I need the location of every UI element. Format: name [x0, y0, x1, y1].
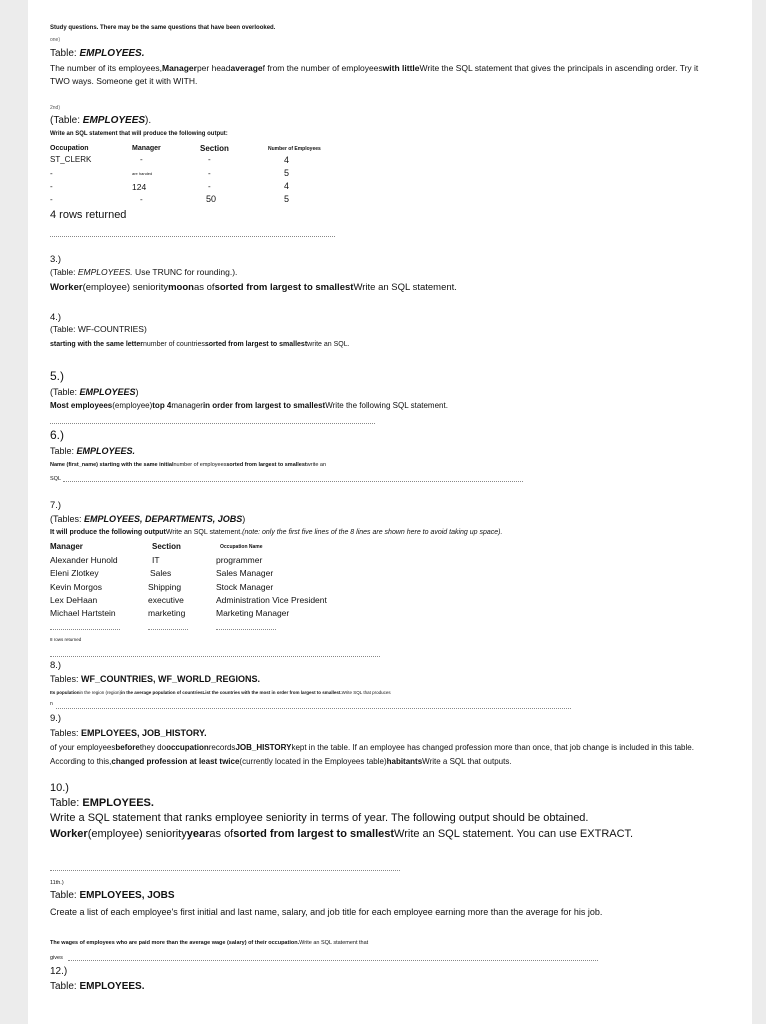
q2-cell: 50 [206, 194, 217, 204]
answer-line [63, 481, 523, 482]
q12-table-line: Table: EMPLOYEES. [50, 981, 145, 992]
q6-sql: SQL [50, 476, 62, 482]
q2-cell: - [208, 182, 211, 191]
q7-header-manager: Manager [50, 542, 83, 551]
q6-text: Name (first_name) starting with the same initialnumber of employeessorted from largest to smallestwrite an [50, 462, 327, 468]
q7-cell: IT [152, 555, 160, 565]
answer-line [50, 629, 120, 630]
q7-cell: Sales [150, 568, 172, 578]
q2-cell: ST_CLERK [50, 155, 92, 164]
q10-line2: Worker(employee) seniorityyearas ofsorted from largest to smallestWrite an SQL statement. You can use EXTRACT. [50, 828, 634, 840]
q7-cell: executive [148, 595, 184, 605]
q7-table-line: (Tables: EMPLOYEES, DEPARTMENTS, JOBS) [50, 514, 246, 524]
q7-cell: marketing [148, 608, 186, 618]
document-page [28, 0, 752, 1024]
q3-text: Worker(employee) senioritymoonas ofsorted from largest to smallestWrite an SQL statement. [50, 282, 457, 293]
q7-cell: Michael Hartstein [50, 608, 116, 618]
q4-table-line: (Table: WF-COUNTRIES) [50, 324, 147, 334]
q7-text: It will produce the following outputWrite an SQL statement.(note: only the first five lines of the 8 lines are shown here to avoid taking up space). [50, 529, 503, 536]
q6-number: 6.) [50, 428, 65, 442]
q3-number: 3.) [50, 254, 62, 265]
q8-table-line: Tables: WF_COUNTRIES, WF_WORLD_REGIONS. [50, 674, 261, 684]
q11-number: 11th.) [50, 880, 64, 886]
q2-cell: 124 [132, 182, 147, 192]
answer-line [68, 960, 598, 961]
q2-cell: - [50, 169, 53, 178]
q2-cell: - [140, 195, 143, 204]
q9-number: 9.) [50, 713, 62, 724]
q8-text: Its populationin the region (region)in the average population of countriesList the countries with the most in order from largest to smallest.Write SQL that produces [50, 690, 391, 695]
q5-number: 5.) [50, 369, 65, 383]
answer-line [216, 629, 276, 630]
q10-line1: Write a SQL statement that ranks employee seniority in terms of year. The following output should be obtained. [50, 812, 589, 824]
q7-cell: Shipping [148, 582, 182, 592]
q2-cell: 5 [284, 194, 290, 204]
q10-table-line: Table: EMPLOYEES. [50, 797, 154, 809]
q7-header-section: Section [152, 542, 181, 551]
q2-cell: 4 [284, 155, 290, 165]
q11-text: The wages of employees who are paid more than the average wage (salary) of their occupation.Write an SQL statement that [50, 940, 369, 946]
q2-cell: - [208, 155, 211, 164]
q7-cell: Sales Manager [216, 568, 274, 578]
q7-cell: Kevin Morgos [50, 582, 102, 592]
q11-table-line: Table: EMPLOYEES, JOBS [50, 890, 175, 901]
answer-line [50, 656, 380, 657]
q7-number: 7.) [50, 500, 62, 511]
q7-cell: Alexander Hunold [50, 555, 118, 565]
answer-line [56, 708, 571, 709]
q2-rows-returned: 4 rows returned [50, 209, 127, 221]
q9-table-line: Tables: EMPLOYEES, JOB_HISTORY. [50, 728, 207, 738]
q11-line1: Create a list of each employee's first initial and last name, salary, and job title for each employee earning more than the average for his job. [50, 907, 603, 917]
q2-header-section: Section [200, 144, 229, 153]
q5-text: Most employees(employee)top 4managerin order from largest to smallestWrite the following SQL statement. [50, 401, 448, 410]
q2-cell: 5 [284, 168, 290, 178]
q7-cell: Stock Manager [216, 582, 274, 592]
q2-cell: - [50, 182, 53, 191]
q4-number: 4.) [50, 312, 62, 323]
q9-text: of your employeesbeforethey dooccupationrecordsJOB_HISTORYkept in the table. If an employee has changed profession more than once, that job change is included in this table. According to this,changed profession at least twice(currently located in the Employees table)habitantsWrite a SQL that outputs. [50, 743, 694, 766]
q2-header-manager: Manager [132, 145, 161, 152]
q2-number: 2nd) [50, 105, 61, 111]
q2-header-number: Number of Employees [268, 146, 321, 152]
answer-line [148, 629, 188, 630]
q2-cell: - [140, 155, 143, 164]
q8-text-end: n [50, 701, 53, 707]
answer-line [50, 236, 335, 237]
q7-cell: programmer [216, 555, 263, 565]
q10-number: 10.) [50, 782, 69, 794]
q7-cell: Lex DeHaan [50, 595, 98, 605]
q7-header-occupation: Occupation Name [220, 544, 263, 550]
q4-text: starting with the same letternumber of countriessorted from largest to smallestwrite an SQL. [50, 341, 350, 348]
q12-number: 12.) [50, 966, 68, 977]
q11-gives: gives [50, 955, 63, 961]
q7-cell: Marketing Manager [216, 608, 290, 618]
q7-cell: Administration Vice President [216, 595, 327, 605]
q1-text: The number of its employees,Managerper headaveragef from the number of employeeswith littleWrite the SQL statement that gives the principals in ascending order. Try it TWO ways. Someone get it with WITH. [50, 63, 699, 86]
q1-number: one) [50, 37, 61, 43]
q2-cell: - [208, 169, 211, 178]
answer-line [50, 423, 375, 424]
q8-number: 8.) [50, 660, 62, 671]
q1-table-line: Table: EMPLOYEES. [50, 48, 145, 59]
q2-cell: are handed [132, 171, 153, 176]
q2-cell: - [50, 195, 53, 204]
q2-table-line: (Table: EMPLOYEES). [50, 115, 152, 126]
q6-table-line: Table: EMPLOYEES. [50, 446, 136, 456]
q2-header-occupation: Occupation [50, 145, 89, 152]
q2-cell: 4 [284, 181, 290, 191]
q2-instruction: Write an SQL statement that will produce the following output: [50, 131, 228, 137]
q7-rows-returned: 8 rows returned [50, 637, 82, 642]
page-header: Study questions. There may be the same questions that have been overlooked. [50, 25, 276, 31]
q5-table-line: (Table: EMPLOYEES) [50, 387, 139, 397]
q7-cell: Eleni Zlotkey [50, 568, 99, 578]
answer-line [50, 870, 400, 871]
q3-table-line: (Table: EMPLOYEES. Use TRUNC for rounding.). [50, 267, 238, 277]
